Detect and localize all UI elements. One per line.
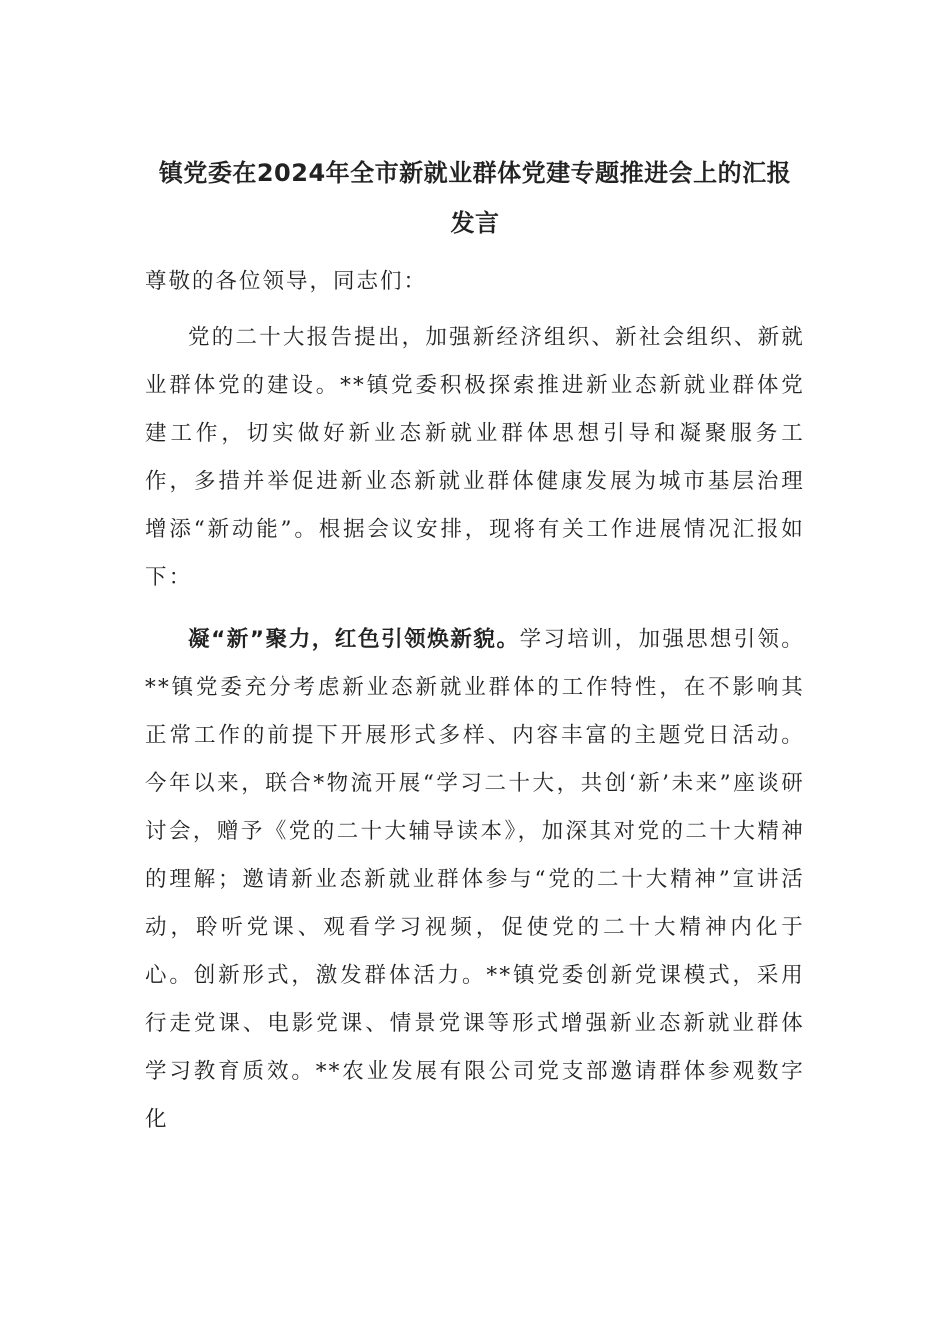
salutation: 尊敬的各位领导，同志们： [145, 269, 428, 294]
document-title [145, 148, 805, 248]
paragraph-section-1 [145, 616, 805, 1144]
title-line-1: 镇党委在2024年全市新就业群体党建专题推进会上的汇报 [158, 159, 792, 187]
section-body: 学习培训，加强思想引领。**镇党委充分考虑新业态新就业群体的工作特性，在不影响其正常工作的前提下开展形式多样、内容丰富的主题党日活动。今年以来，联合*物流开展“学习二十大，共创‘新’未来”座谈研讨会，赠予《党的二十大辅导读本》，加深其对党的二十大精神的理解；邀请新业态新就业群体参与“党的二十大精神”宣讲活动，聆听党课、观看学习视频，促使党的二十大精神内化于心。创新形式，激发群体活力。**镇党委创新党课模式，采用行走党课、电影党课、情景党课等形式增强新业态新就业群体学习教育质效。**农业发展有限公司党支部邀请群体参观数字化 [145, 627, 805, 1132]
title-line-2: 发言 [450, 209, 500, 237]
document-body [145, 148, 805, 1158]
paragraph-intro: 党的二十大报告提出，加强新经济组织、新社会组织、新就业群体党的建设。**镇党委积极探索推进新业态新就业群体党建工作，切实做好新业态新就业群体思想引导和凝聚服务工作，多措并举促进新业态新就业群体健康发展为城市基层治理增添“新动能”。根据会议安排，现将有关工作进展情况汇报如下： [145, 325, 805, 590]
section-heading: 凝“新”聚力，红色引领焕新貌。 [188, 627, 520, 652]
